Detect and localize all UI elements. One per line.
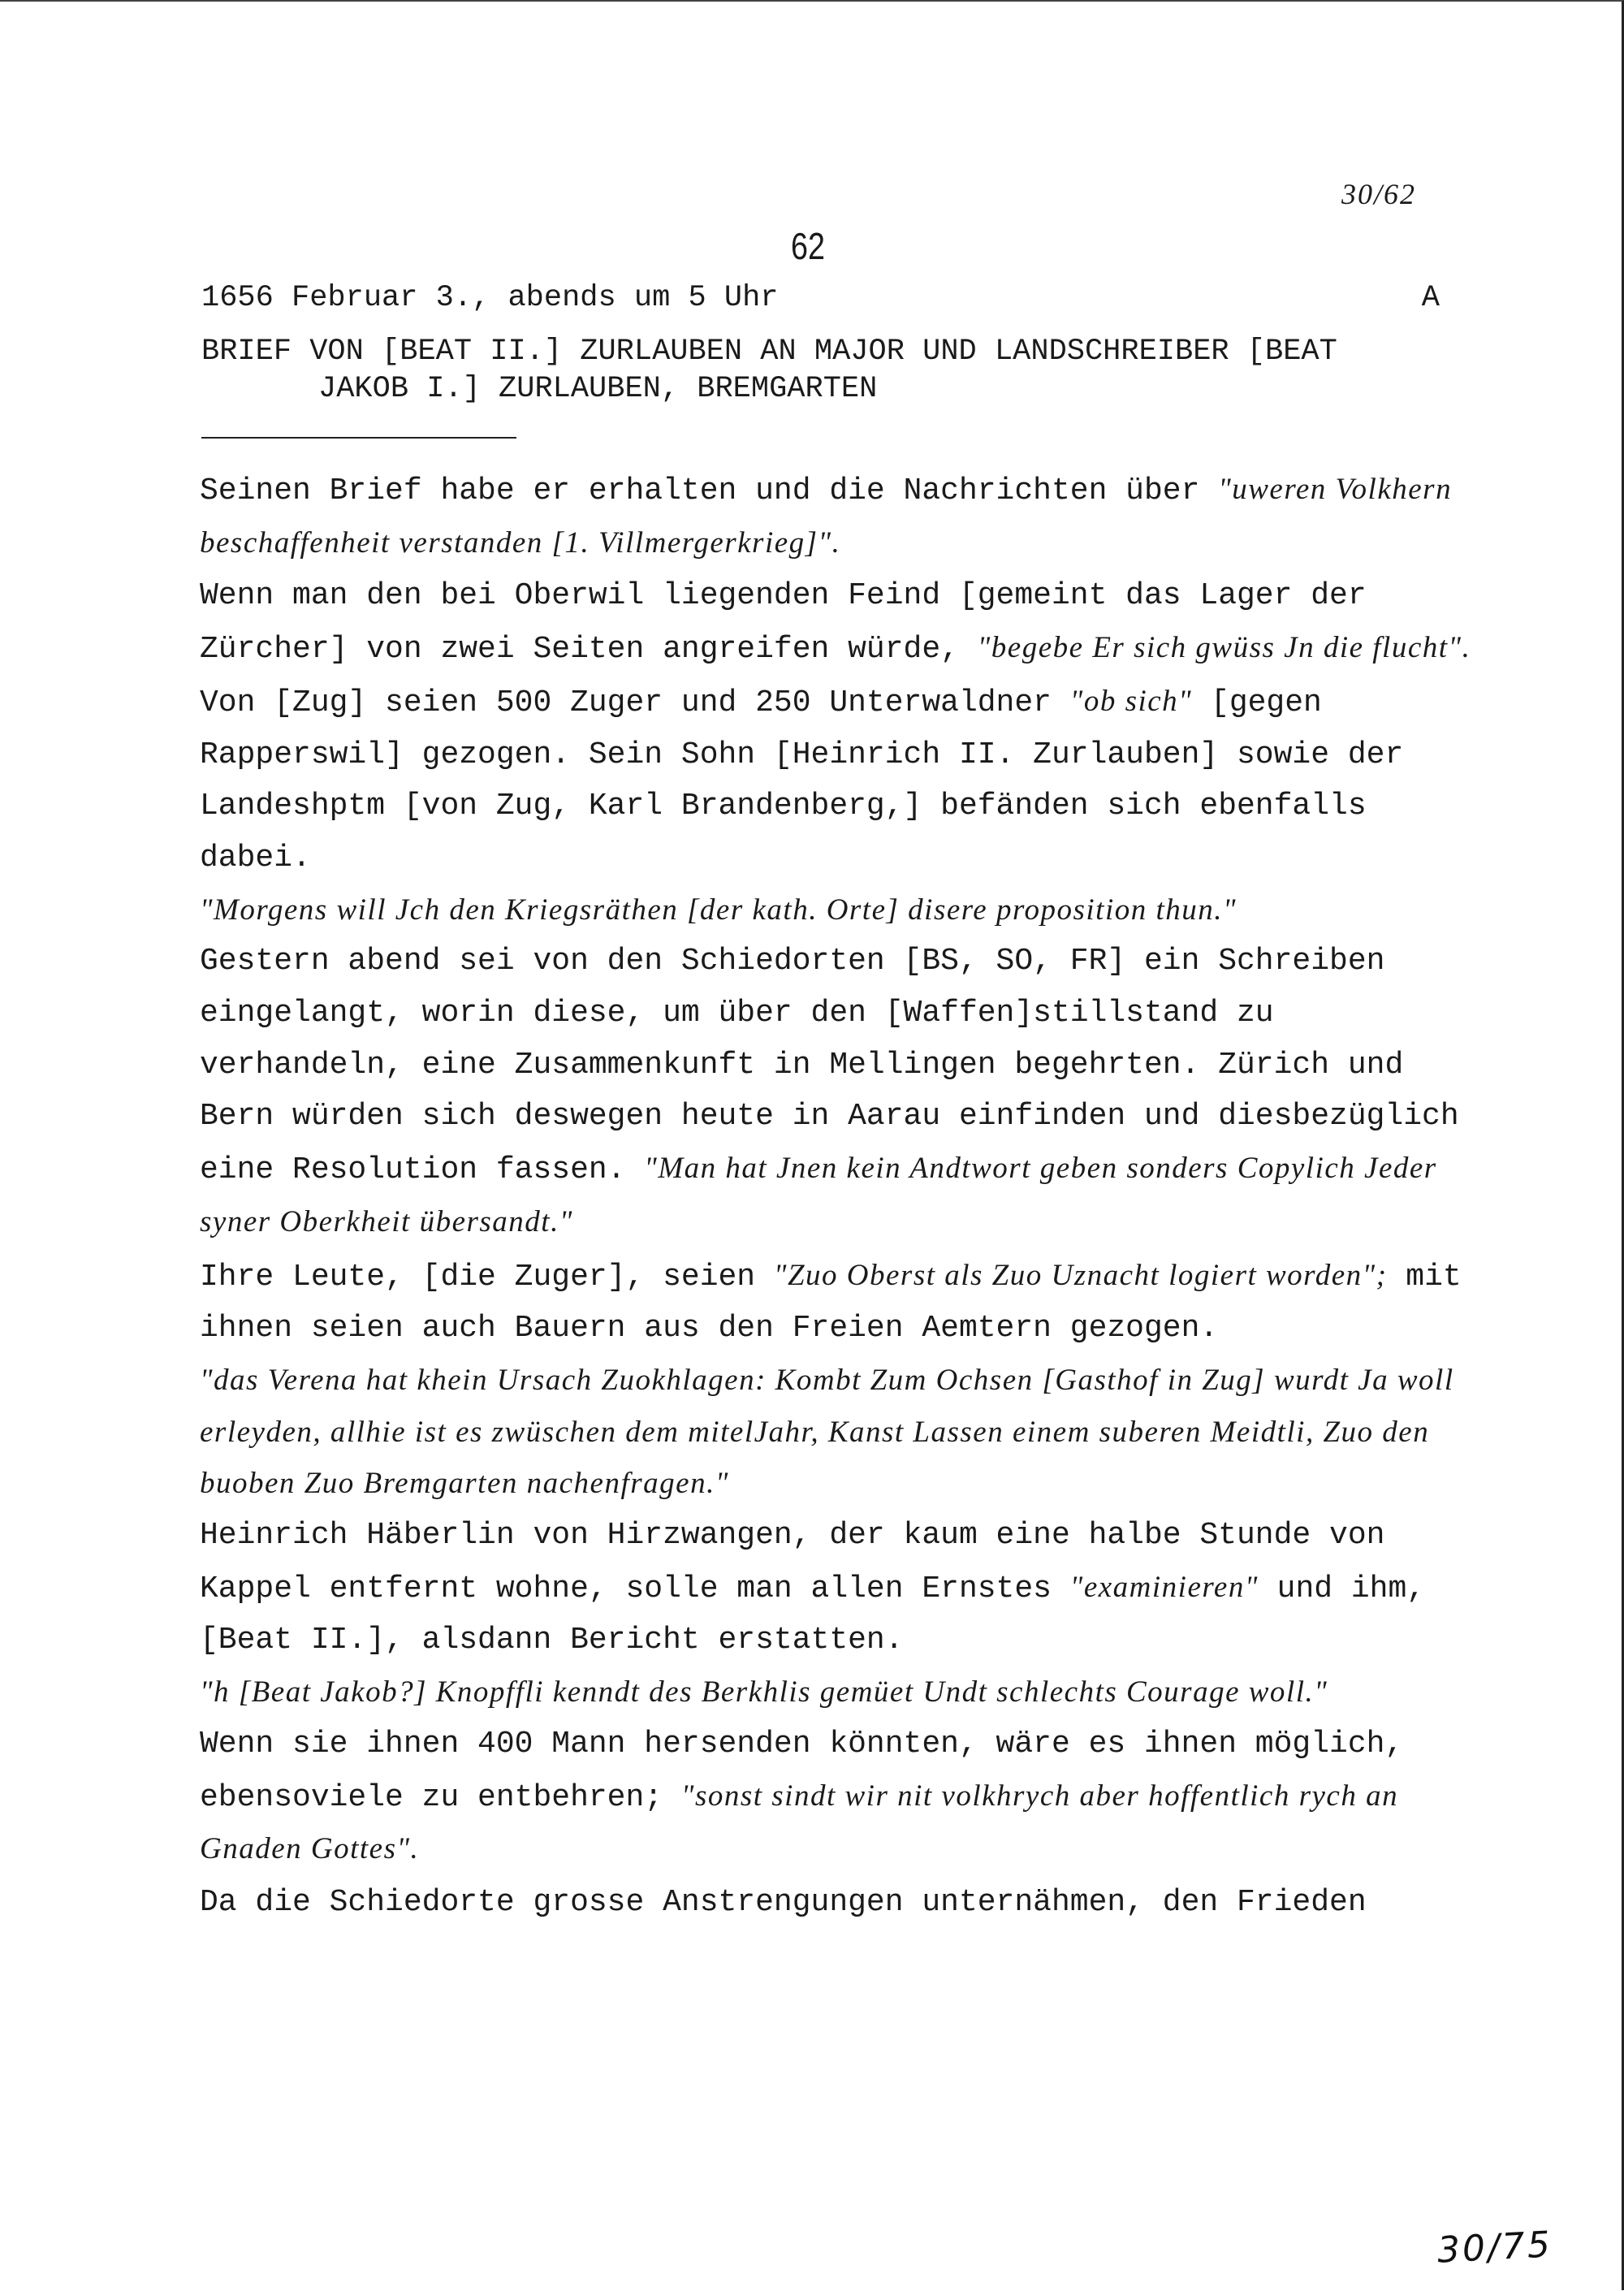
summary-text xyxy=(200,464,1491,1929)
quote-line-2: "das Verena hat khein Ursach Zuokhlagen: Kombt Zum Ochsen [Gasthof in Zug] wurdt Ja woll erleyden, allhie ist es zwüschen dem mitelJahr, Kanst Lassen einem suberen Meidtli, Zuo den buoben Zuo Bremgarten nachenfragen." xyxy=(200,1363,1454,1501)
paragraph-text: Da die Schiedorte grosse Anstrengungen unternähmen, den Frieden xyxy=(200,1884,1367,1920)
document-number: 62 xyxy=(791,225,825,267)
paragraph-text: Gestern abend sei von den Schiedorten [BS, SO, FR] ein Schreiben eingelangt, worin diese, um über den [Waffen]stillstand zu verhandeln, eine Zusammenkunft in Mellingen begehrten. Zürich und Bern würden sich deswegen heute in Aarau einfinden und diesbezüglich eine Resolution fassen. xyxy=(200,944,1459,1188)
paragraph-7 xyxy=(200,1718,1491,1877)
paragraph-3 xyxy=(200,676,1491,884)
document-code: A xyxy=(1421,281,1440,315)
quote-text: "ob sich" xyxy=(1069,684,1193,718)
quote-text: "uweren Volkhern beschaffenheit verstanden [1. Villmergerkrieg]". xyxy=(200,473,1453,560)
paragraph-1 xyxy=(200,464,1491,570)
paragraph-text: Heinrich Häberlin von Hirzwangen, der kaum eine halbe Stunde von Kappel entfernt wohne, solle man allen Ernstes xyxy=(200,1518,1385,1606)
paragraph-text: Wenn man den bei Oberwil liegenden Feind [gemeint das Lager der Zürcher] von zwei Seiten angreifen würde, xyxy=(200,578,1367,668)
paragraph-text: Ihre Leute, [die Zuger], seien xyxy=(200,1259,774,1295)
paragraph-text: [gegen Rapperswil] gezogen. Sein Sohn [Heinrich II. Zurlauben] sowie der Landeshptm [von Zug, Karl Brandenberg,] befänden sich ebenfalls dabei. xyxy=(200,685,1404,875)
paragraph-text: und ihm, [Beat II.], alsdann Bericht erstatten. xyxy=(200,1571,1426,1658)
paragraph-4 xyxy=(200,936,1491,1249)
archive-reference: 30/62 xyxy=(1341,178,1417,210)
quote-text: "begebe Er sich gwüss Jn die flucht". xyxy=(977,631,1471,665)
paragraph-5 xyxy=(200,1250,1491,1355)
quote-line-1: "Morgens will Jch den Kriegsräthen [der kath. Orte] disere proposition thun." xyxy=(200,893,1237,927)
quote-text: "Man hat Jnen kein Andtwort geben sonders Copylich Jeder syner Oberkheit übersandt." xyxy=(200,1152,1437,1238)
date-line xyxy=(201,281,1440,315)
paragraph-8 xyxy=(200,1877,1491,1929)
quote-line-3: "h [Beat Jakob?] Knopffli kenndt des Berkhlis gemüet Undt schlechts Courage woll." xyxy=(200,1675,1328,1710)
quote-text: "sonst sindt wir nit volkhrych aber hoffentlich rych an Gnaden Gottes". xyxy=(200,1779,1399,1866)
document-date: 1656 Februar 3., abends um 5 Uhr xyxy=(201,281,779,315)
quote-text: "examinieren" xyxy=(1069,1570,1259,1604)
handwritten-folio-number: 30/75 xyxy=(1436,2224,1554,2272)
paragraph-text: Wenn sie ihnen 400 Mann hersenden könnten, wäre es ihnen möglich, ebensoviele zu entbehren; xyxy=(200,1726,1404,1815)
title-line-1: BRIEF VON [BEAT II.] ZURLAUBEN AN MAJOR UND LANDSCHREIBER [BEAT xyxy=(201,335,1337,369)
title-divider xyxy=(201,437,516,439)
paragraph-6 xyxy=(200,1510,1491,1666)
paragraph-2 xyxy=(200,570,1491,675)
paragraph-text: Von [Zug] seien 500 Zuger und 250 Unterwaldner xyxy=(200,685,1070,720)
quote-text: "Zuo Oberst als Zuo Uznacht logiert worden"; xyxy=(773,1258,1388,1292)
document-title xyxy=(201,333,1452,408)
paragraph-text: mit ihnen seien auch Bauern aus den Freien Aemtern gezogen. xyxy=(200,1259,1462,1347)
title-line-2: JAKOB I.] ZURLAUBEN, BREMGARTEN xyxy=(318,372,878,406)
paragraph-text: Seinen Brief habe er erhalten und die Nachrichten über xyxy=(200,473,1219,508)
